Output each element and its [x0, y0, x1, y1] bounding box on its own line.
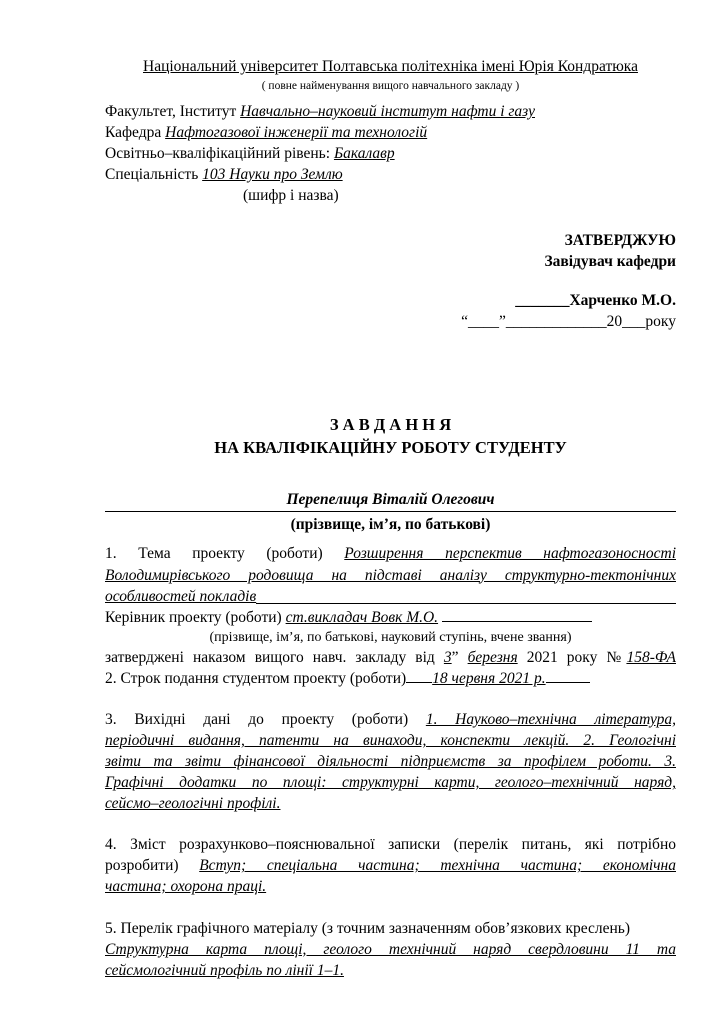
source-data-line-2	[105, 730, 676, 751]
university-name: Національний університет Полтавська політехніка імені Юрія Кондратюка	[143, 58, 638, 75]
topic-value-3: особливостей покладів	[105, 587, 257, 605]
source-data-line-5	[105, 793, 676, 814]
deadline-value: 18 червня 2021 р.	[432, 669, 546, 687]
student-name-note: (прізвище, ім’я, по батькові)	[290, 516, 491, 534]
university-note: ( повне найменування вищого навчального закладу )	[261, 80, 520, 93]
blank-underline	[406, 670, 432, 683]
order-quote: ”	[451, 648, 468, 666]
content-paragraph	[105, 834, 676, 897]
order-day: 3	[443, 648, 452, 666]
topic-line-3	[105, 586, 676, 607]
signature-line: _______Харченко М.О.	[515, 292, 676, 310]
source-data-line-4	[105, 772, 676, 793]
department-label: Кафедра	[105, 123, 166, 141]
deadline-line	[105, 668, 676, 689]
approve-heading: ЗАТВЕРДЖУЮ	[564, 232, 676, 250]
title-line-1: З А В Д А Н Н Я	[329, 415, 452, 435]
graphics-paragraph	[105, 918, 676, 981]
source-data-value-1: 1. Науково–технічна література,	[425, 710, 676, 728]
department-value: Нафтогазової інженерії та технологій	[165, 123, 428, 141]
source-data-line-1	[105, 709, 676, 730]
content-line-1: 4. Зміст розрахунково–пояснювальної записки (перелік питань, які потрібно	[105, 836, 676, 854]
source-data-paragraph	[105, 709, 676, 814]
source-data-label: 3. Вихідні дані до проекту (роботи)	[105, 710, 426, 728]
order-mid: 2021 року №	[517, 648, 627, 666]
order-number: 158-ФА	[626, 648, 677, 666]
document-title	[105, 414, 676, 459]
faculty-line	[105, 101, 676, 122]
supervisor-value: ст.викладач Вовк М.О.	[285, 608, 439, 626]
student-name-line: Перепелиця Віталій Олегович	[105, 489, 676, 512]
graphics-line-2	[105, 939, 676, 960]
source-data-value-4: Графічні додатки по площі: структурні карти, геолого–технічний наряд,	[105, 774, 676, 792]
topic-line-2	[105, 565, 676, 586]
department-line	[105, 122, 676, 143]
date-blank-line: “____”_____________20___року	[461, 313, 676, 331]
supervisor-note: (прізвище, ім’я, по батькові, науковий ступінь, вчене звання)	[209, 629, 572, 645]
order-pre: затверджені наказом вищого навч. закладу від	[105, 648, 444, 666]
specialty-note: (шифр і назва)	[243, 187, 339, 205]
blank-underline	[256, 603, 676, 604]
source-data-value-3: звіти та звіти фінансової діяльності підприємств за профілем роботи. 3.	[105, 753, 676, 771]
supervisor-line	[105, 607, 676, 628]
specialty-label: Спеціальність	[105, 165, 203, 183]
content-value: Вступ; спеціальна частина; технічна частина; економічна	[199, 857, 676, 875]
order-line	[105, 647, 676, 668]
specialty-line	[105, 164, 676, 185]
topic-line-1	[105, 543, 676, 564]
head-of-department: Завідувач кафедри	[544, 253, 676, 271]
content-label: розробити)	[105, 857, 200, 875]
content-value-2: частина; охорона праці.	[105, 878, 267, 896]
approval-block	[105, 230, 676, 272]
topic-value-2: Володимирівського родовища на підставі аналізу структурно-тектонічних	[105, 566, 676, 584]
education-level-value: Бакалавр	[333, 144, 395, 162]
title-line-2: НА КВАЛІФІКАЦІЙНУ РОБОТУ СТУДЕНТУ	[214, 437, 567, 457]
education-level-label: Освітньо–кваліфікаційний рівень:	[105, 144, 334, 162]
deadline-label: 2. Строк подання студентом проекту (роботи)	[105, 669, 407, 687]
supervisor-label: Керівник проекту (роботи)	[105, 608, 286, 626]
graphics-value-2: сейсмологічний профіль по лінії 1–1.	[105, 961, 344, 979]
topic-label: 1. Тема проекту (роботи)	[105, 545, 345, 563]
faculty-value: Навчально–науковий інститут нафти і газу	[240, 102, 535, 120]
info-block	[105, 101, 676, 206]
education-level-line	[105, 143, 676, 164]
source-data-value-2: періодичні видання, патенти на винаходи, конспекти лекцій. 2. Геологічні	[105, 732, 676, 750]
blank-underline	[442, 609, 592, 622]
source-data-line-3	[105, 751, 676, 772]
graphics-value-1: Структурна карта площі, геолого технічний наряд свердловини 11 та	[105, 940, 676, 958]
topic-paragraph	[105, 543, 676, 606]
graphics-line-1: 5. Перелік графічного матеріалу (з точним зазначенням обов’язкових креслень)	[105, 919, 631, 937]
blank-underline	[546, 670, 590, 683]
signature-block	[105, 290, 676, 332]
order-month: березня	[467, 648, 518, 666]
topic-value-1: Розширення перспектив нафтогазоносності	[344, 545, 676, 563]
graphics-line-3	[105, 960, 676, 981]
content-line-3	[105, 876, 676, 897]
specialty-value: 103 Науки про Землю	[202, 165, 343, 183]
faculty-label: Факультет, Інститут	[105, 102, 241, 120]
source-data-value-5: сейсмо–геологічні профілі.	[105, 795, 281, 813]
content-line-2	[105, 855, 676, 876]
